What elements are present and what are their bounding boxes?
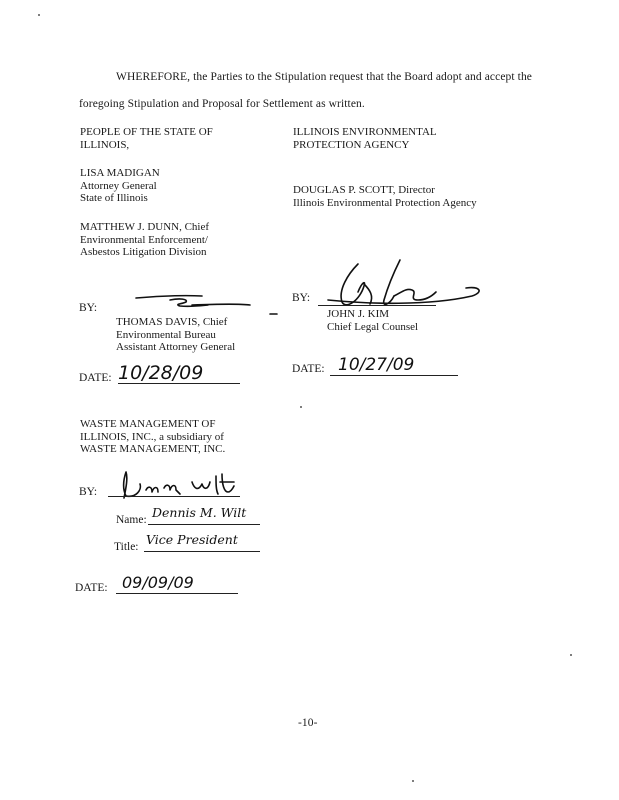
people-signer-title1: Environmental Bureau <box>116 328 216 341</box>
iepa-date-handwritten: 10/27/09 <box>338 355 415 375</box>
people-party-line2: ILLINOIS, <box>80 138 130 151</box>
waste-party-line2: ILLINOIS, INC., a subsidiary of <box>80 430 224 443</box>
waste-signature-line <box>108 496 240 497</box>
ag-title: Attorney General <box>80 179 157 192</box>
waste-name-label: Name: <box>116 514 147 526</box>
people-date-handwritten: 10/28/09 <box>118 362 204 384</box>
page-number: -10- <box>298 717 318 729</box>
iepa-signature <box>308 256 488 316</box>
waste-party-line1: WASTE MANAGEMENT OF <box>80 418 216 430</box>
people-signature <box>130 286 280 318</box>
scan-speck <box>570 654 572 656</box>
waste-date-line <box>116 593 238 594</box>
waste-name-handwritten: Dennis M. Wilt <box>152 505 247 520</box>
scan-speck <box>412 780 414 782</box>
iepa-signature-line <box>318 305 436 306</box>
ag-name: LISA MADIGAN <box>80 167 160 179</box>
iepa-date-line <box>330 375 458 376</box>
waste-party-block <box>80 418 225 456</box>
ag-state: State of Illinois <box>80 192 148 204</box>
people-signer-name: THOMAS DAVIS, Chief <box>116 316 228 328</box>
body-paragraph-line1: WHEREFORE, the Parties to the Stipulation request that the Board adopt and accept the <box>116 71 533 83</box>
people-date-label: DATE: <box>79 372 112 384</box>
attorney-general-block <box>80 167 160 205</box>
people-signer-block <box>116 316 235 354</box>
waste-date-handwritten: 09/09/09 <box>122 573 194 592</box>
iepa-director-name: DOUGLAS P. SCOTT, Director <box>293 184 435 196</box>
iepa-director-block <box>293 184 477 209</box>
people-date-line <box>118 383 240 384</box>
iepa-by-label: BY: <box>292 292 311 304</box>
iepa-signer-name: JOHN J. KIM <box>327 308 390 320</box>
body-paragraph-line2: foregoing Stipulation and Proposal for Settlement as written. <box>79 98 365 110</box>
iepa-director-org: Illinois Environmental Protection Agency <box>293 196 477 209</box>
enforcement-chief-block <box>80 221 209 259</box>
waste-date-label: DATE: <box>75 582 108 594</box>
people-signer-title2: Assistant Attorney General <box>116 341 236 353</box>
iepa-party-block <box>293 126 437 151</box>
chief-name: MATTHEW J. DUNN, Chief <box>80 221 210 233</box>
chief-division-line2: Asbestos Litigation Division <box>80 246 207 258</box>
waste-title-line <box>144 551 260 552</box>
waste-title-label: Title: <box>114 541 139 553</box>
people-party-line1: PEOPLE OF THE STATE OF <box>80 126 213 138</box>
iepa-date-label: DATE: <box>292 363 325 375</box>
chief-division-line1: Environmental Enforcement/ <box>80 233 208 246</box>
waste-party-line3: WASTE MANAGEMENT, INC. <box>80 443 226 455</box>
waste-by-label: BY: <box>79 486 98 498</box>
scan-speck <box>300 406 302 408</box>
people-by-label: BY: <box>79 302 98 314</box>
iepa-party-line2: PROTECTION AGENCY <box>293 138 410 151</box>
waste-name-line <box>148 524 260 525</box>
people-party-block <box>80 126 213 151</box>
iepa-party-line1: ILLINOIS ENVIRONMENTAL <box>293 126 437 138</box>
iepa-signer-block <box>327 308 418 333</box>
scan-speck <box>38 14 40 16</box>
iepa-signer-title: Chief Legal Counsel <box>327 320 419 333</box>
waste-title-handwritten: Vice President <box>146 532 238 547</box>
